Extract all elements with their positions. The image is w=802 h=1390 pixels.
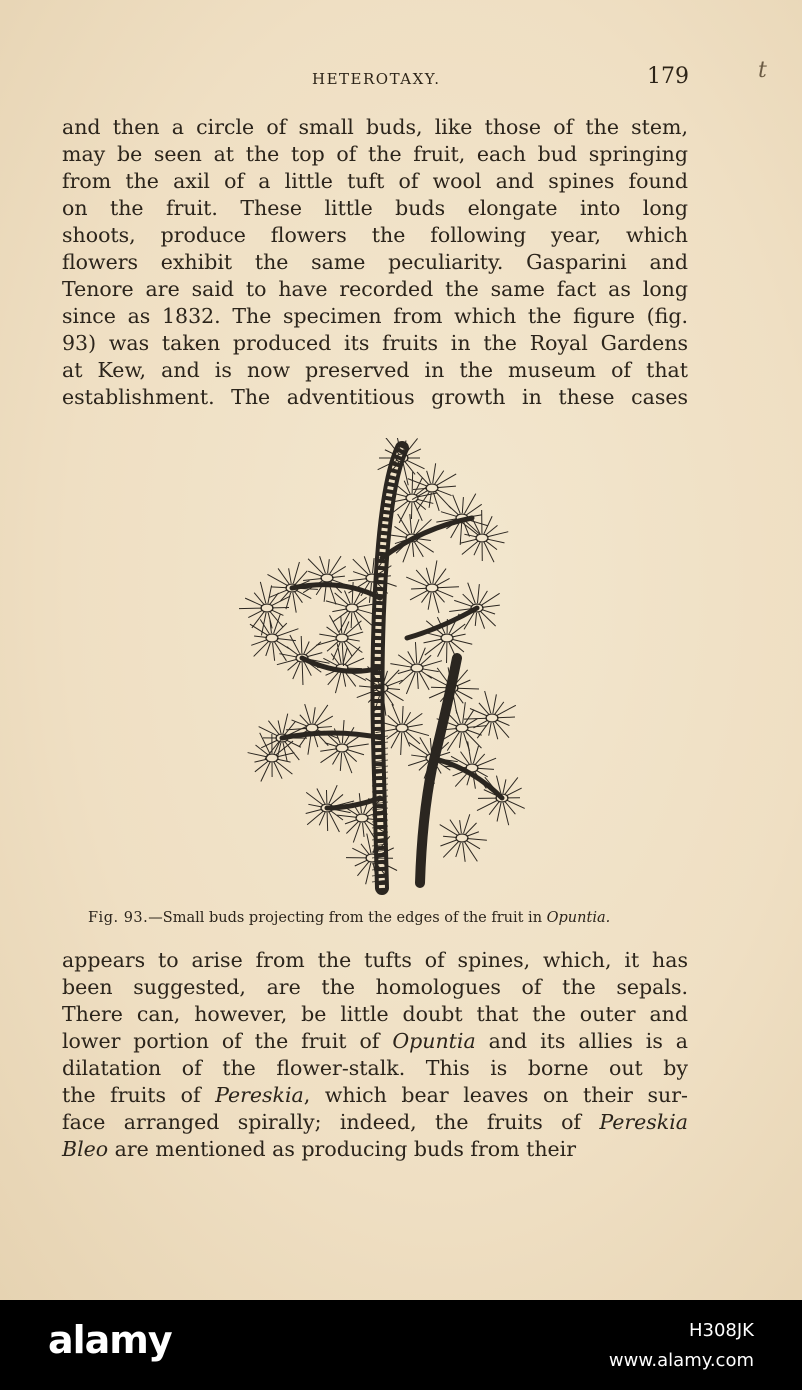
text-line: and then a circle of small buds, like those of the stem, <box>62 115 688 139</box>
text-run: face arranged spirally; indeed, the fruits of <box>62 1110 600 1134</box>
text-line: shoots, produce flowers the following year, which <box>62 223 688 247</box>
text-line: 93) was taken produced its fruits in the Royal Gardens <box>62 331 688 355</box>
text-run: , which bear leaves on their sur- <box>303 1083 688 1107</box>
text-run: are mentioned as producing buds from their <box>108 1137 577 1161</box>
text-line: appears to arise from the tufts of spines, which, it has <box>62 948 688 972</box>
image-id: H308JK <box>688 1320 754 1341</box>
genus-name: Opuntia <box>392 1029 476 1053</box>
running-head <box>300 64 700 94</box>
text-line: Tenore are said to have recorded the same fact as long <box>62 277 688 301</box>
paragraph-bottom <box>62 947 688 1163</box>
caption-genus: Opuntia. <box>546 910 611 926</box>
text-run: and its allies is a <box>475 1029 688 1053</box>
margin-mark: t <box>758 58 767 83</box>
text-line: establishment. The adventitious growth in these cases <box>62 385 688 409</box>
text-run: lower portion of the fruit of <box>62 1029 393 1053</box>
genus-name: Pereskia <box>599 1110 688 1134</box>
text-line: since as 1832. The specimen from which the figure (fig. <box>62 304 688 328</box>
text-line <box>62 1109 688 1136</box>
watermark-footer <box>0 1300 802 1390</box>
text-line <box>62 1136 688 1163</box>
genus-name: Pereskia <box>215 1083 304 1107</box>
text-line: on the fruit. These little buds elongate into long <box>62 196 688 220</box>
figure-caption <box>88 910 610 926</box>
text-line <box>62 1028 688 1055</box>
text-line: at Kew, and is now preserved in the museum of that <box>62 358 688 382</box>
text-line <box>62 1082 688 1109</box>
alamy-logo: alamy <box>48 1318 172 1362</box>
text-line: from the axil of a little tuft of wool and spines found <box>62 169 688 193</box>
opuntia-illustration <box>232 438 528 898</box>
text-line: may be seen at the top of the fruit, each bud springing <box>62 142 688 166</box>
figure-number: Fig. 93. <box>88 910 149 926</box>
text-line: dilatation of the flower-stalk. This is borne out by <box>62 1056 688 1080</box>
text-line: There can, however, be little doubt that the outer and <box>62 1002 688 1026</box>
paragraph-top <box>62 114 688 411</box>
page-number: 179 <box>647 64 689 89</box>
site-url: www.alamy.com <box>608 1350 754 1371</box>
species-name: Bleo <box>62 1137 109 1161</box>
opuntia-engraving <box>232 438 528 898</box>
text-line: been suggested, are the homologues of the sepals. <box>62 975 688 999</box>
text-line: flowers exhibit the same peculiarity. Gasparini and <box>62 250 688 274</box>
running-title: HETEROTAXY. <box>312 70 441 88</box>
text-run: the fruits of <box>62 1083 216 1107</box>
caption-text: —Small buds projecting from the edges of the fruit in <box>148 910 547 926</box>
